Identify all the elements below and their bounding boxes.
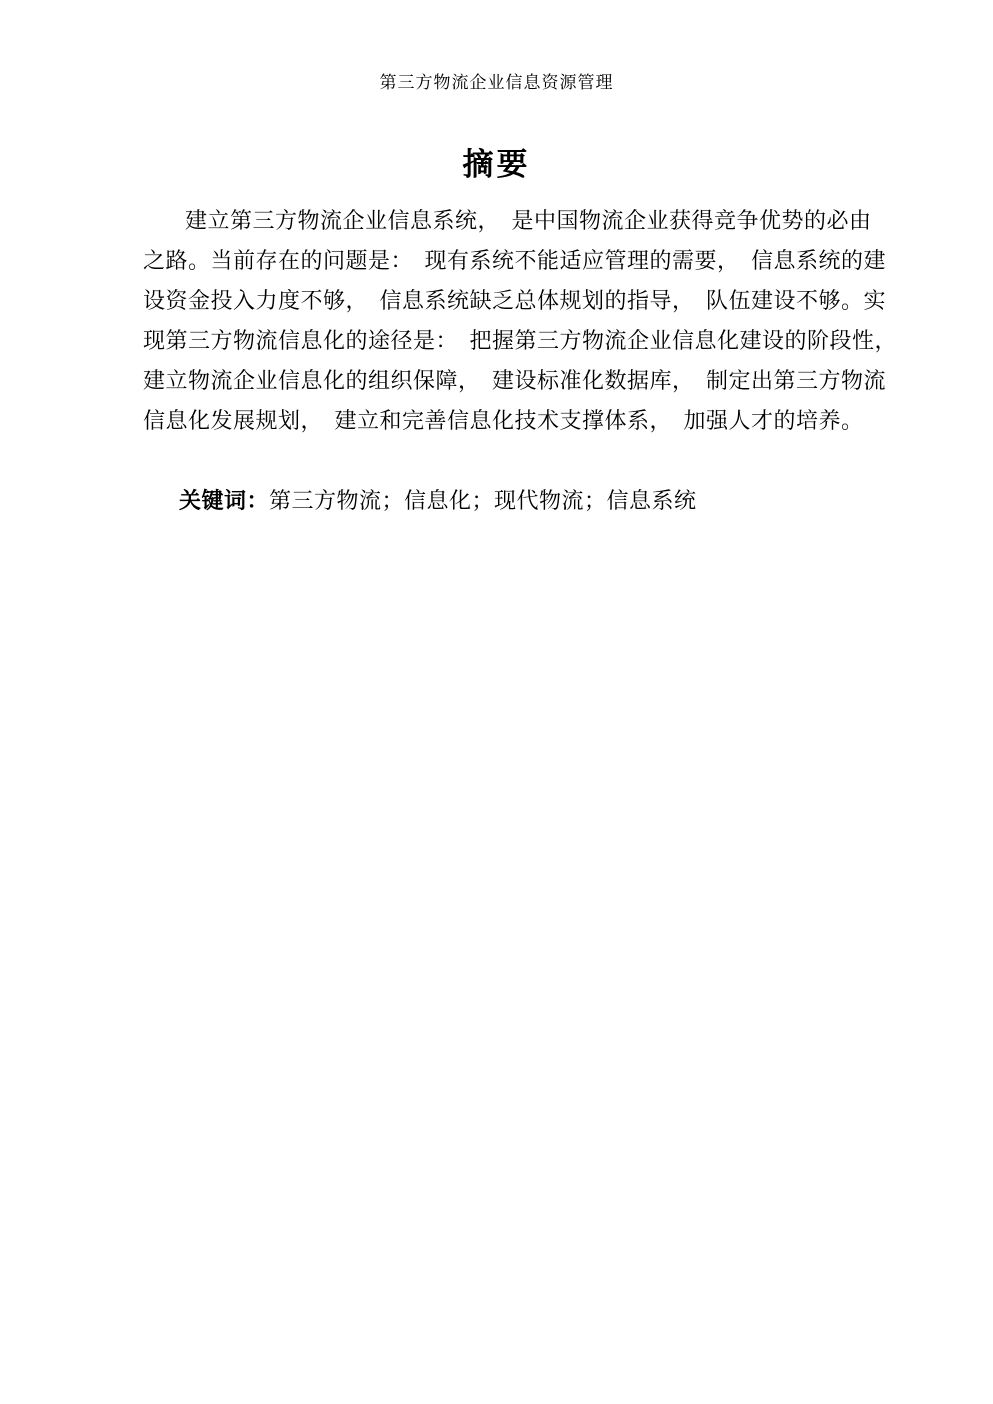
abstract-title: 摘要 xyxy=(462,147,531,182)
keywords-text: 第三方物流；信息化；现代物流；信息系统 xyxy=(269,488,697,513)
paragraph-line: 建立第三方物流企业信息系统， 是中国物流企业获得竞争优势的必由 xyxy=(185,208,872,233)
abstract-body xyxy=(143,201,903,561)
keywords-label: 关键词： xyxy=(179,488,270,513)
keywords-line xyxy=(143,441,903,561)
paragraph-line: 信息化发展规划， 建立和完善信息化技术支撑体系， 加强人才的培养。 xyxy=(143,408,864,433)
running-header: 第三方物流企业信息资源管理 xyxy=(379,73,614,92)
paragraph-line: 设资金投入力度不够， 信息系统缺乏总体规划的指导， 队伍建设不够。实 xyxy=(143,288,887,313)
paragraph-line: 之路。当前存在的问题是： 现有系统不能适应管理的需要， 信息系统的建 xyxy=(143,248,887,273)
paragraph-line: 现第三方物流信息化的途径是： 把握第三方物流企业信息化建设的阶段性， xyxy=(143,328,898,353)
paragraph-line: 建立物流企业信息化的组织保障， 建设标准化数据库， 制定出第三方物流 xyxy=(143,368,887,393)
